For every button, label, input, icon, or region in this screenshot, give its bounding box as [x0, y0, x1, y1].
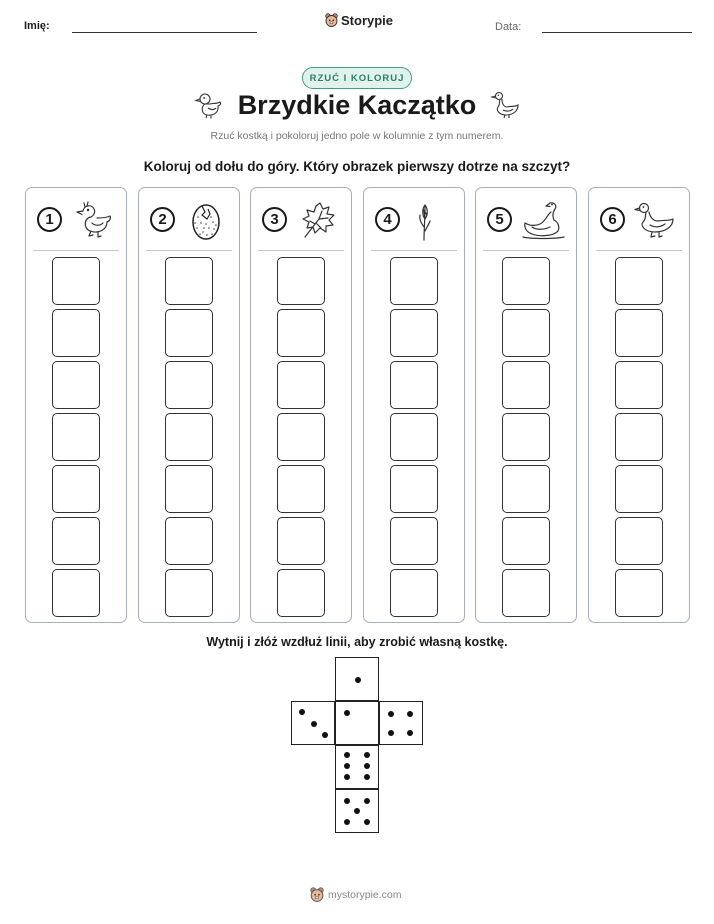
color-cell[interactable]	[52, 569, 100, 617]
color-cell[interactable]	[52, 361, 100, 409]
column-header	[589, 188, 689, 250]
die-face-top	[335, 657, 379, 701]
color-cell[interactable]	[52, 309, 100, 357]
die-face-lower	[335, 745, 379, 789]
die-pip	[344, 774, 350, 780]
color-cell[interactable]	[165, 517, 213, 565]
die-face-bottom	[335, 789, 379, 833]
footer-url[interactable]: mystorypie.com	[328, 889, 402, 901]
color-cell[interactable]	[277, 309, 325, 357]
color-cell[interactable]	[277, 517, 325, 565]
color-cell[interactable]	[52, 465, 100, 513]
coloring-instruction: Koloruj od dołu do góry. Który obrazek pierwszy dotrze na szczyt?	[143, 159, 571, 174]
column-divider	[33, 250, 119, 251]
duck-title-icon-right	[490, 90, 520, 120]
die-face-left	[291, 701, 335, 745]
swan-icon	[520, 197, 566, 243]
column-number: 5	[487, 207, 512, 232]
die-pip	[364, 798, 370, 804]
color-cell[interactable]	[502, 257, 550, 305]
storypie-bear-icon	[310, 887, 324, 903]
color-cell[interactable]	[615, 361, 663, 409]
column-divider	[371, 250, 457, 251]
color-cell[interactable]	[615, 569, 663, 617]
color-cell[interactable]	[615, 465, 663, 513]
color-cell[interactable]	[165, 257, 213, 305]
die-pip	[344, 752, 350, 758]
brand-name: Storypie	[341, 13, 394, 28]
die-face-right	[379, 701, 423, 745]
color-cell[interactable]	[52, 257, 100, 305]
color-cell[interactable]	[165, 361, 213, 409]
die-pip	[299, 709, 305, 715]
die-pip	[344, 710, 350, 716]
die-pip	[364, 763, 370, 769]
duckling-icon	[70, 197, 116, 243]
die-pip	[344, 798, 350, 804]
color-cell[interactable]	[52, 413, 100, 461]
color-cell[interactable]	[502, 413, 550, 461]
column-number: 1	[37, 207, 62, 232]
color-cell[interactable]	[502, 309, 550, 357]
column-number: 3	[262, 207, 287, 232]
activity-badge: RZUĆ I KOLORUJ	[302, 67, 412, 89]
column-number: 2	[150, 207, 175, 232]
die-pip	[311, 721, 317, 727]
egg-icon	[183, 197, 229, 243]
column-number: 4	[375, 207, 400, 232]
color-cell[interactable]	[502, 465, 550, 513]
column-1	[25, 187, 127, 623]
die-pip	[344, 819, 350, 825]
die-pip	[355, 677, 361, 683]
column-divider	[483, 250, 569, 251]
column-divider	[258, 250, 344, 251]
column-3	[250, 187, 352, 623]
column-4	[363, 187, 465, 623]
color-cell[interactable]	[390, 361, 438, 409]
die-pip	[407, 711, 413, 717]
die-pip	[344, 763, 350, 769]
storypie-bear-icon	[325, 13, 338, 28]
color-cell[interactable]	[165, 569, 213, 617]
color-cell[interactable]	[502, 569, 550, 617]
dice-instruction: Wytnij i złóż wzdłuż linii, aby zrobić własną kostkę.	[206, 635, 508, 649]
color-cell[interactable]	[390, 465, 438, 513]
color-cell[interactable]	[165, 309, 213, 357]
column-header	[476, 188, 576, 250]
color-cell[interactable]	[390, 569, 438, 617]
column-6	[588, 187, 690, 623]
color-cell[interactable]	[277, 465, 325, 513]
column-5	[475, 187, 577, 623]
name-line	[72, 32, 257, 33]
color-cell[interactable]	[277, 361, 325, 409]
die-pip	[322, 732, 328, 738]
color-cell[interactable]	[615, 257, 663, 305]
color-cell[interactable]	[390, 517, 438, 565]
column-header	[139, 188, 239, 250]
column-header	[26, 188, 126, 250]
brand-logo	[325, 13, 393, 28]
color-cell[interactable]	[615, 413, 663, 461]
die-pip	[364, 752, 370, 758]
die-pip	[388, 730, 394, 736]
color-cell[interactable]	[390, 309, 438, 357]
color-cell[interactable]	[502, 517, 550, 565]
subtitle: Rzuć kostką i pokoloruj jedno pole w kolumnie z tym numerem.	[210, 130, 504, 142]
color-cell[interactable]	[165, 413, 213, 461]
color-cell[interactable]	[277, 413, 325, 461]
column-header	[251, 188, 351, 250]
column-divider	[596, 250, 682, 251]
die-face-center	[335, 701, 379, 745]
die-pip	[388, 711, 394, 717]
column-header	[364, 188, 464, 250]
color-cell[interactable]	[52, 517, 100, 565]
footer	[310, 887, 402, 903]
color-cell[interactable]	[502, 361, 550, 409]
name-label: Imię:	[24, 20, 50, 32]
color-cell[interactable]	[277, 569, 325, 617]
column-number: 6	[600, 207, 625, 232]
color-cell[interactable]	[615, 517, 663, 565]
reed-icon	[408, 197, 454, 243]
page-title: Brzydkie Kaczątko	[237, 90, 477, 120]
column-2	[138, 187, 240, 623]
color-cell[interactable]	[390, 413, 438, 461]
die-pip	[354, 808, 360, 814]
die-pip	[407, 730, 413, 736]
color-cell[interactable]	[390, 257, 438, 305]
leaf-icon	[295, 197, 341, 243]
die-pip	[364, 774, 370, 780]
color-cell[interactable]	[615, 309, 663, 357]
date-label: Data:	[495, 21, 522, 33]
date-line	[542, 32, 692, 33]
die-pip	[364, 819, 370, 825]
duck-icon	[633, 197, 679, 243]
column-divider	[146, 250, 232, 251]
color-cell[interactable]	[165, 465, 213, 513]
color-cell[interactable]	[277, 257, 325, 305]
